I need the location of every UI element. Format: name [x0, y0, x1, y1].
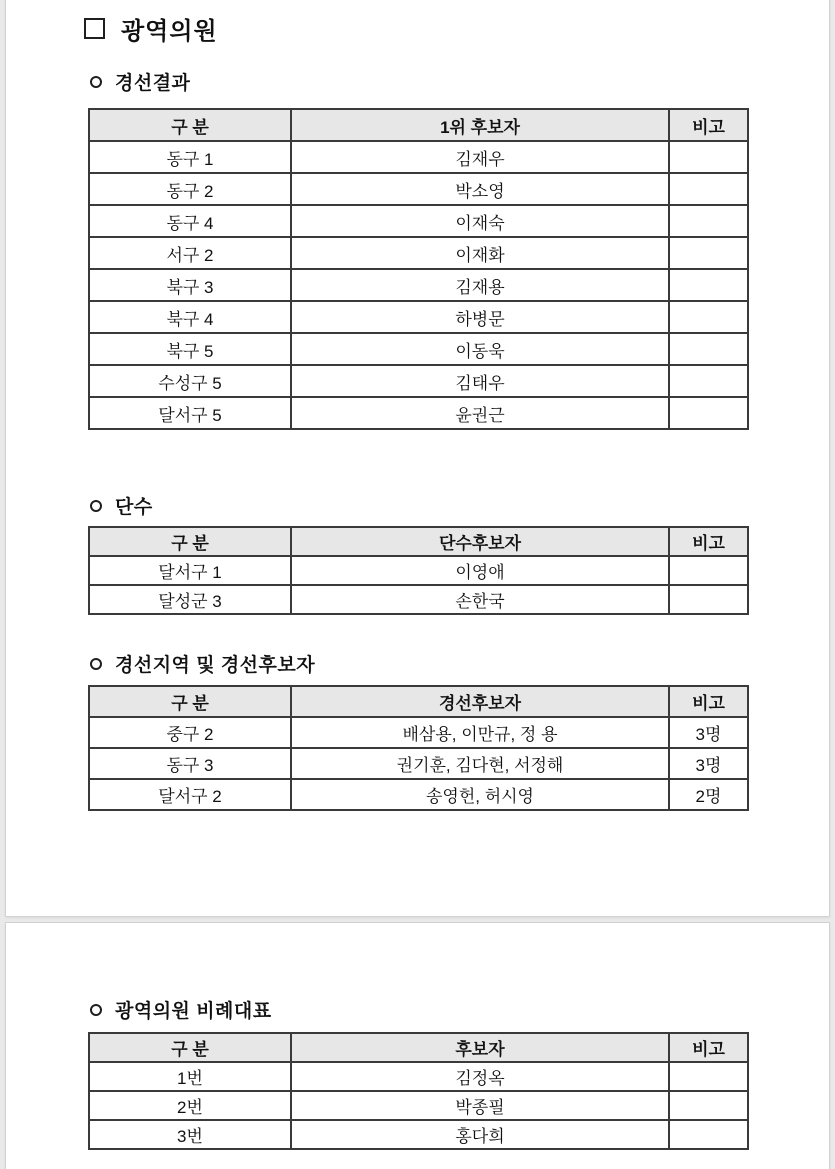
table-cell: 손한국 — [291, 585, 669, 614]
primary-results-table — [88, 108, 749, 430]
section-heading-primary-results — [90, 68, 190, 95]
table-cell: 북구 3 — [89, 269, 291, 301]
section-heading-text: 경선결과 — [115, 73, 191, 94]
table-header-row — [89, 1033, 748, 1062]
table-cell: 3명 — [669, 748, 748, 779]
table-cell: 이영애 — [291, 556, 669, 585]
table-cell: 3명 — [669, 717, 748, 748]
table-row — [89, 365, 748, 397]
table-cell: 홍다희 — [291, 1120, 669, 1149]
column-header: 구 분 — [89, 527, 291, 556]
table-cell: 이동욱 — [291, 333, 669, 365]
table-cell — [669, 173, 748, 205]
table-cell: 2명 — [669, 779, 748, 810]
document-title-text: 광역의원 — [121, 18, 218, 45]
table-row — [89, 173, 748, 205]
table-row — [89, 779, 748, 810]
table-cell: 3번 — [89, 1120, 291, 1149]
table-cell: 동구 1 — [89, 141, 291, 173]
column-header: 단수후보자 — [291, 527, 669, 556]
table-cell: 하병문 — [291, 301, 669, 333]
section-heading-text: 단수 — [115, 497, 153, 518]
table-cell: 동구 2 — [89, 173, 291, 205]
table-cell: 동구 4 — [89, 205, 291, 237]
table-cell — [669, 237, 748, 269]
table-row — [89, 585, 748, 614]
section-heading-single-candidate — [90, 492, 153, 519]
table-cell — [669, 1091, 748, 1120]
table-cell: 1번 — [89, 1062, 291, 1091]
table-row — [89, 556, 748, 585]
table-cell: 달서구 2 — [89, 779, 291, 810]
circle-bullet-icon — [90, 76, 102, 88]
table-cell: 서구 2 — [89, 237, 291, 269]
table-header-row — [89, 109, 748, 141]
column-header: 후보자 — [291, 1033, 669, 1062]
document-title — [84, 11, 218, 46]
table-cell: 수성구 5 — [89, 365, 291, 397]
table-cell: 달서구 1 — [89, 556, 291, 585]
table-row — [89, 333, 748, 365]
table-cell — [669, 301, 748, 333]
table-row — [89, 301, 748, 333]
table-cell: 북구 5 — [89, 333, 291, 365]
table-row — [89, 1062, 748, 1091]
circle-bullet-icon — [90, 658, 102, 670]
table-row — [89, 1091, 748, 1120]
table-cell: 윤권근 — [291, 397, 669, 429]
table-header-row — [89, 527, 748, 556]
table-header-row — [89, 686, 748, 717]
table-row — [89, 397, 748, 429]
table-cell: 2번 — [89, 1091, 291, 1120]
table-cell: 북구 4 — [89, 301, 291, 333]
table-cell: 송영헌, 허시영 — [291, 779, 669, 810]
table-row — [89, 205, 748, 237]
table-cell — [669, 365, 748, 397]
proportional-representative-table — [88, 1032, 749, 1150]
column-header: 1위 후보자 — [291, 109, 669, 141]
table-cell — [669, 333, 748, 365]
table-row — [89, 141, 748, 173]
table-cell: 이재화 — [291, 237, 669, 269]
column-header: 구 분 — [89, 686, 291, 717]
column-header: 경선후보자 — [291, 686, 669, 717]
table-cell — [669, 585, 748, 614]
table-cell — [669, 1062, 748, 1091]
primary-candidates-table — [88, 685, 749, 811]
section-heading-proportional — [90, 996, 272, 1023]
table-cell: 이재숙 — [291, 205, 669, 237]
page-1 — [6, 0, 829, 916]
column-header: 구 분 — [89, 109, 291, 141]
table-cell — [669, 141, 748, 173]
table-cell: 김태우 — [291, 365, 669, 397]
single-candidate-table — [88, 526, 749, 615]
column-header: 비고 — [669, 686, 748, 717]
column-header: 비고 — [669, 1033, 748, 1062]
section-heading-text: 경선지역 및 경선후보자 — [115, 655, 316, 676]
table-row — [89, 1120, 748, 1149]
table-cell — [669, 397, 748, 429]
table-cell: 권기훈, 김다현, 서정해 — [291, 748, 669, 779]
table-cell: 배삼용, 이만규, 정 용 — [291, 717, 669, 748]
table-cell: 박종필 — [291, 1091, 669, 1120]
table-cell: 김재우 — [291, 141, 669, 173]
column-header: 비고 — [669, 109, 748, 141]
table-cell: 중구 2 — [89, 717, 291, 748]
table-row — [89, 269, 748, 301]
section-heading-primary-regions — [90, 650, 315, 677]
page-2 — [6, 923, 829, 1169]
table-cell — [669, 205, 748, 237]
table-cell: 동구 3 — [89, 748, 291, 779]
circle-bullet-icon — [90, 1004, 102, 1016]
column-header: 비고 — [669, 527, 748, 556]
table-cell: 달서구 5 — [89, 397, 291, 429]
table-cell: 김정옥 — [291, 1062, 669, 1091]
section-heading-text: 광역의원 비례대표 — [115, 1001, 272, 1022]
square-bullet-icon — [84, 18, 105, 39]
table-row — [89, 237, 748, 269]
table-row — [89, 748, 748, 779]
table-cell: 달성군 3 — [89, 585, 291, 614]
column-header: 구 분 — [89, 1033, 291, 1062]
table-cell: 박소영 — [291, 173, 669, 205]
table-cell — [669, 556, 748, 585]
table-cell: 김재용 — [291, 269, 669, 301]
circle-bullet-icon — [90, 500, 102, 512]
table-cell — [669, 1120, 748, 1149]
table-row — [89, 717, 748, 748]
table-cell — [669, 269, 748, 301]
